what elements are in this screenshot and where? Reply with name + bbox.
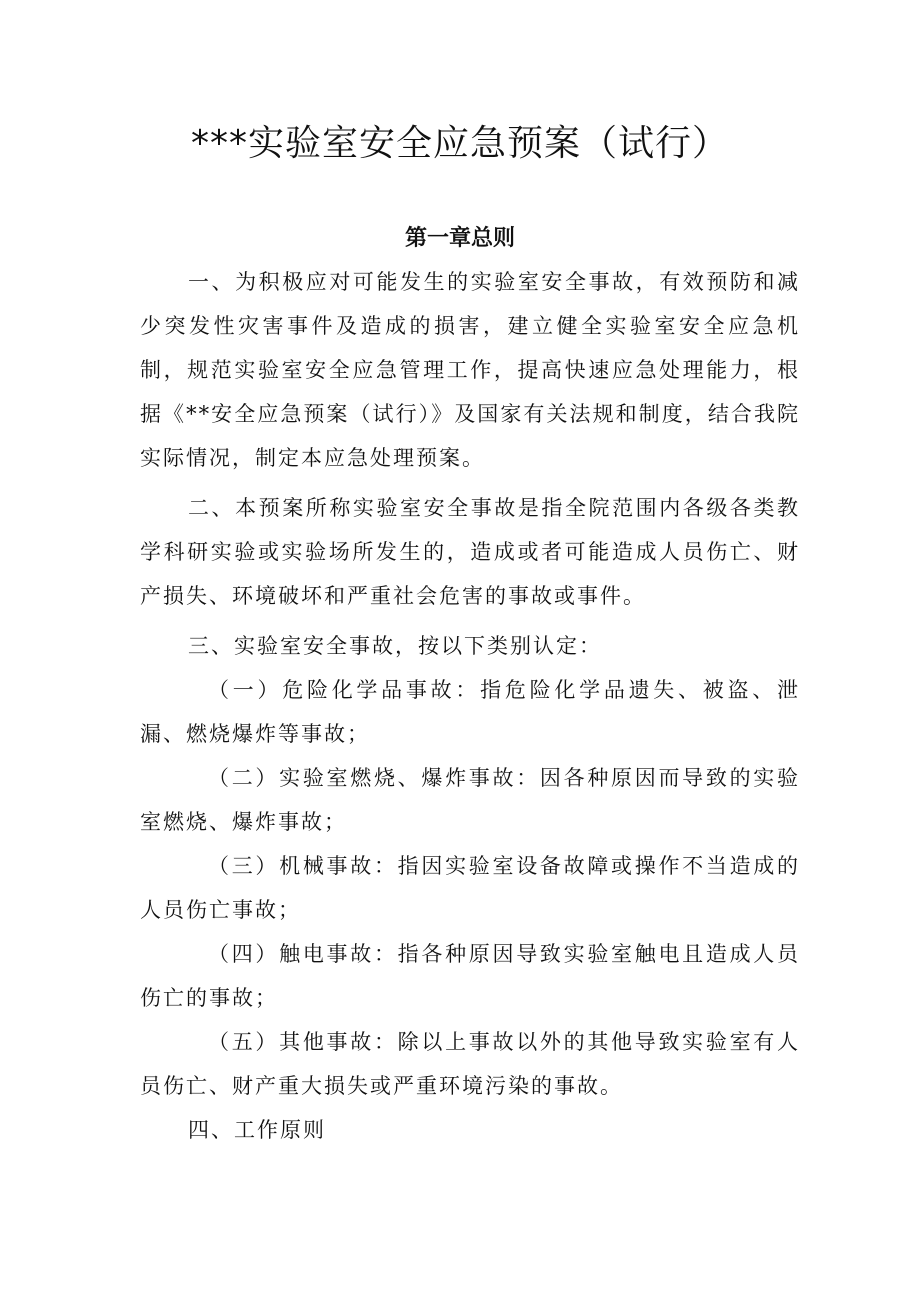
paragraph-category-fire: （二）实验室燃烧、爆炸事故：因各种原因而导致的实验室燃烧、爆炸事故； bbox=[140, 766, 800, 834]
paragraph-category-mechanical: （三）机械事故：指因实验室设备故障或操作不当造成的人员伤亡事故； bbox=[140, 854, 800, 922]
paragraph-principles-heading: 四、工作原则 bbox=[188, 1118, 326, 1142]
paragraph-category-chemical: （一）危险化学品事故：指危险化学品遗失、被盗、泄漏、燃烧爆炸等事故； bbox=[140, 678, 800, 746]
paragraph-definition: 二、本预案所称实验室安全事故是指全院范围内各级各类教学科研实验或实验场所发生的，造成或者可能造成人员伤亡、财产损失、环境破坏和严重社会危害的事故或事件。 bbox=[140, 496, 800, 608]
paragraph-categories: 三、实验室安全事故，按以下类别认定： bbox=[188, 634, 602, 658]
paragraph-purpose: 一、为积极应对可能发生的实验室安全事故，有效预防和减少突发性灾害事件及造成的损害，建立健全实验室安全应急机制，规范实验室安全应急管理工作，提高快速应急处理能力，根据《**安全应急预案（试行）》及国家有关法规和制度，结合我院实际情况，制定本应急处理预案。 bbox=[140, 270, 800, 470]
document-body bbox=[140, 260, 800, 1152]
document-title: ***实验室安全应急预案（试行） bbox=[190, 123, 729, 164]
paragraph-category-other: （五）其他事故：除以上事故以外的其他导致实验室有人员伤亡、财产重大损失或严重环境污染的事故。 bbox=[140, 1030, 800, 1098]
paragraph-category-electric: （四）触电事故：指各种原因导致实验室触电且造成人员伤亡的事故； bbox=[140, 942, 800, 1010]
chapter-heading: 第一章总则 bbox=[404, 226, 515, 251]
